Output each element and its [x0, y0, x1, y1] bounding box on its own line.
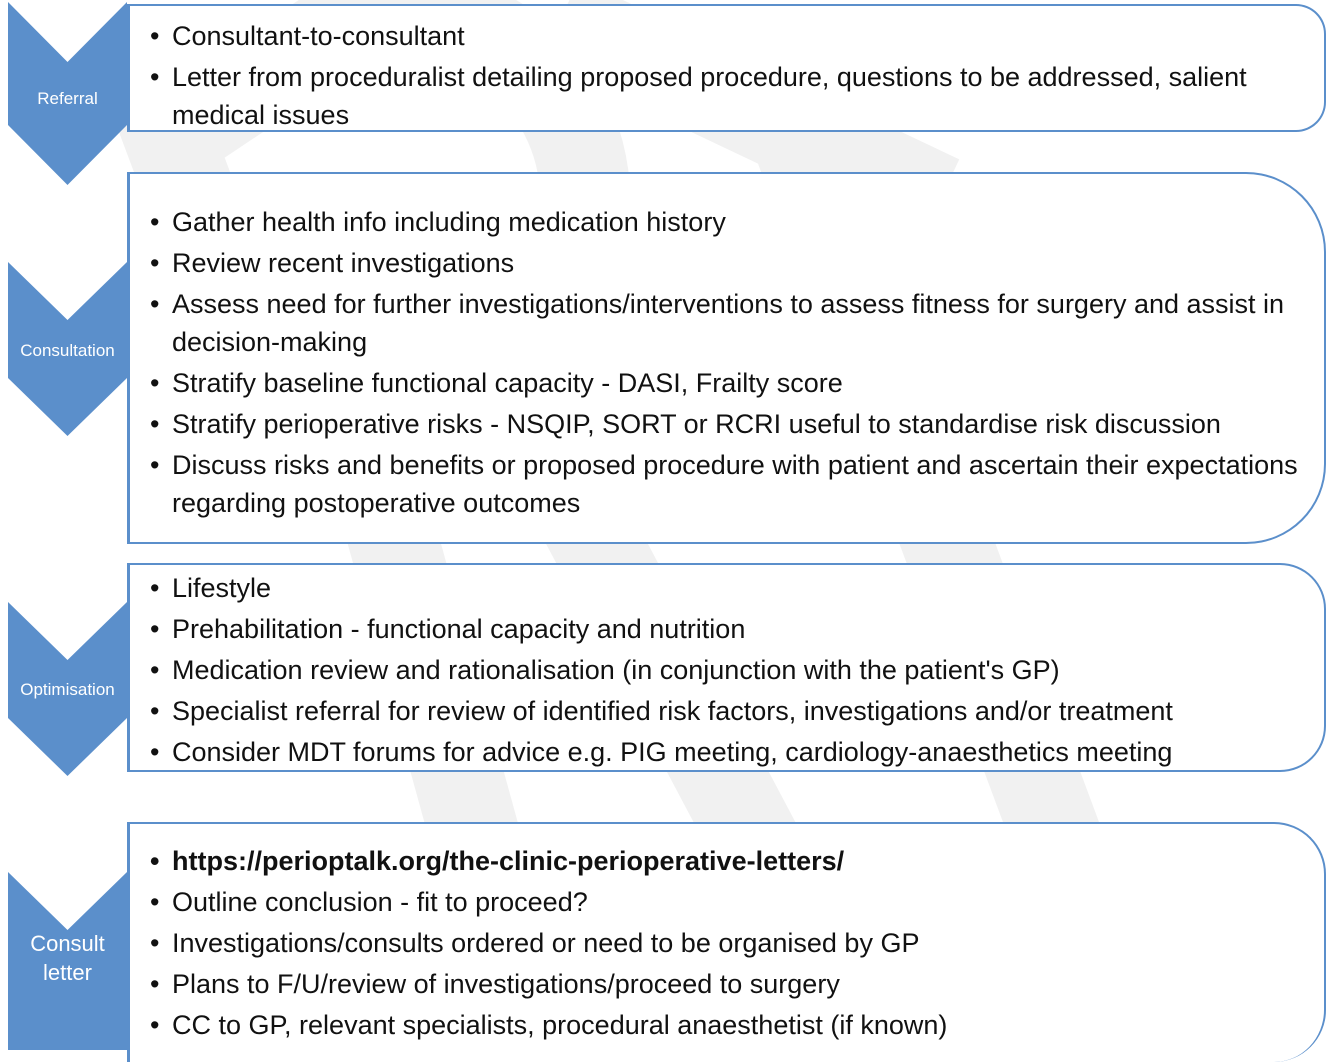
stage-box-consult-letter [127, 822, 1326, 1062]
stage-label: Consult letter [30, 931, 105, 985]
stage-chevron-consultation [8, 262, 127, 436]
stage-item: • Consultant-to-consultant [130, 17, 1324, 55]
stage-label: Optimisation [20, 680, 115, 699]
stage-box-consultation [127, 172, 1326, 544]
stage-item-list [130, 203, 1324, 522]
stage-item: • Plans to F/U/review of investigations/proceed to surgery [130, 965, 1324, 1003]
stage-chevron-optimisation [8, 602, 127, 776]
stage-item: • Letter from proceduralist detailing proposed procedure, questions to be addressed, salient medical issues [130, 58, 1324, 134]
stage-item: • Stratify baseline functional capacity - DASI, Frailty score [130, 364, 1324, 402]
stage-label: Referral [37, 89, 98, 108]
stage-item: • Investigations/consults ordered or need to be organised by GP [130, 924, 1324, 962]
stage-item: • Stratify perioperative risks - NSQIP, SORT or RCRI useful to standardise risk discussion [130, 405, 1324, 443]
stage-item: • Review recent investigations [130, 244, 1324, 282]
stage-item: • Assess need for further investigations/interventions to assess fitness for surgery and assist in decision-making [130, 285, 1324, 361]
stage-item-list [130, 842, 1324, 1044]
stage-chevron-referral [8, 2, 127, 185]
stage-item: • Consider MDT forums for advice e.g. PIG meeting, cardiology-anaesthetics meeting [130, 733, 1324, 771]
stage-chevron-consult-letter [8, 872, 127, 1050]
stage-item: • Specialist referral for review of identified risk factors, investigations and/or treatment [130, 692, 1324, 730]
stage-box-optimisation [127, 563, 1326, 772]
stage-item: • Outline conclusion - fit to proceed? [130, 883, 1324, 921]
stage-item: • CC to GP, relevant specialists, procedural anaesthetist (if known) [130, 1006, 1324, 1044]
stage-item: • Gather health info including medication history [130, 203, 1324, 241]
stage-item-list [130, 17, 1324, 134]
stage-item: • Prehabilitation - functional capacity and nutrition [130, 610, 1324, 648]
stage-item: • Medication review and rationalisation (in conjunction with the patient's GP) [130, 651, 1324, 689]
stage-label: Consultation [20, 341, 115, 360]
stage-item-list [130, 569, 1324, 771]
stage-item: • Discuss risks and benefits or proposed procedure with patient and ascertain their expectations regarding postoperative outcomes [130, 446, 1324, 522]
stage-item-link[interactable]: • https://perioptalk.org/the-clinic-perioperative-letters/ [130, 842, 1324, 880]
stage-box-referral [127, 4, 1326, 132]
stage-item: • Lifestyle [130, 569, 1324, 607]
